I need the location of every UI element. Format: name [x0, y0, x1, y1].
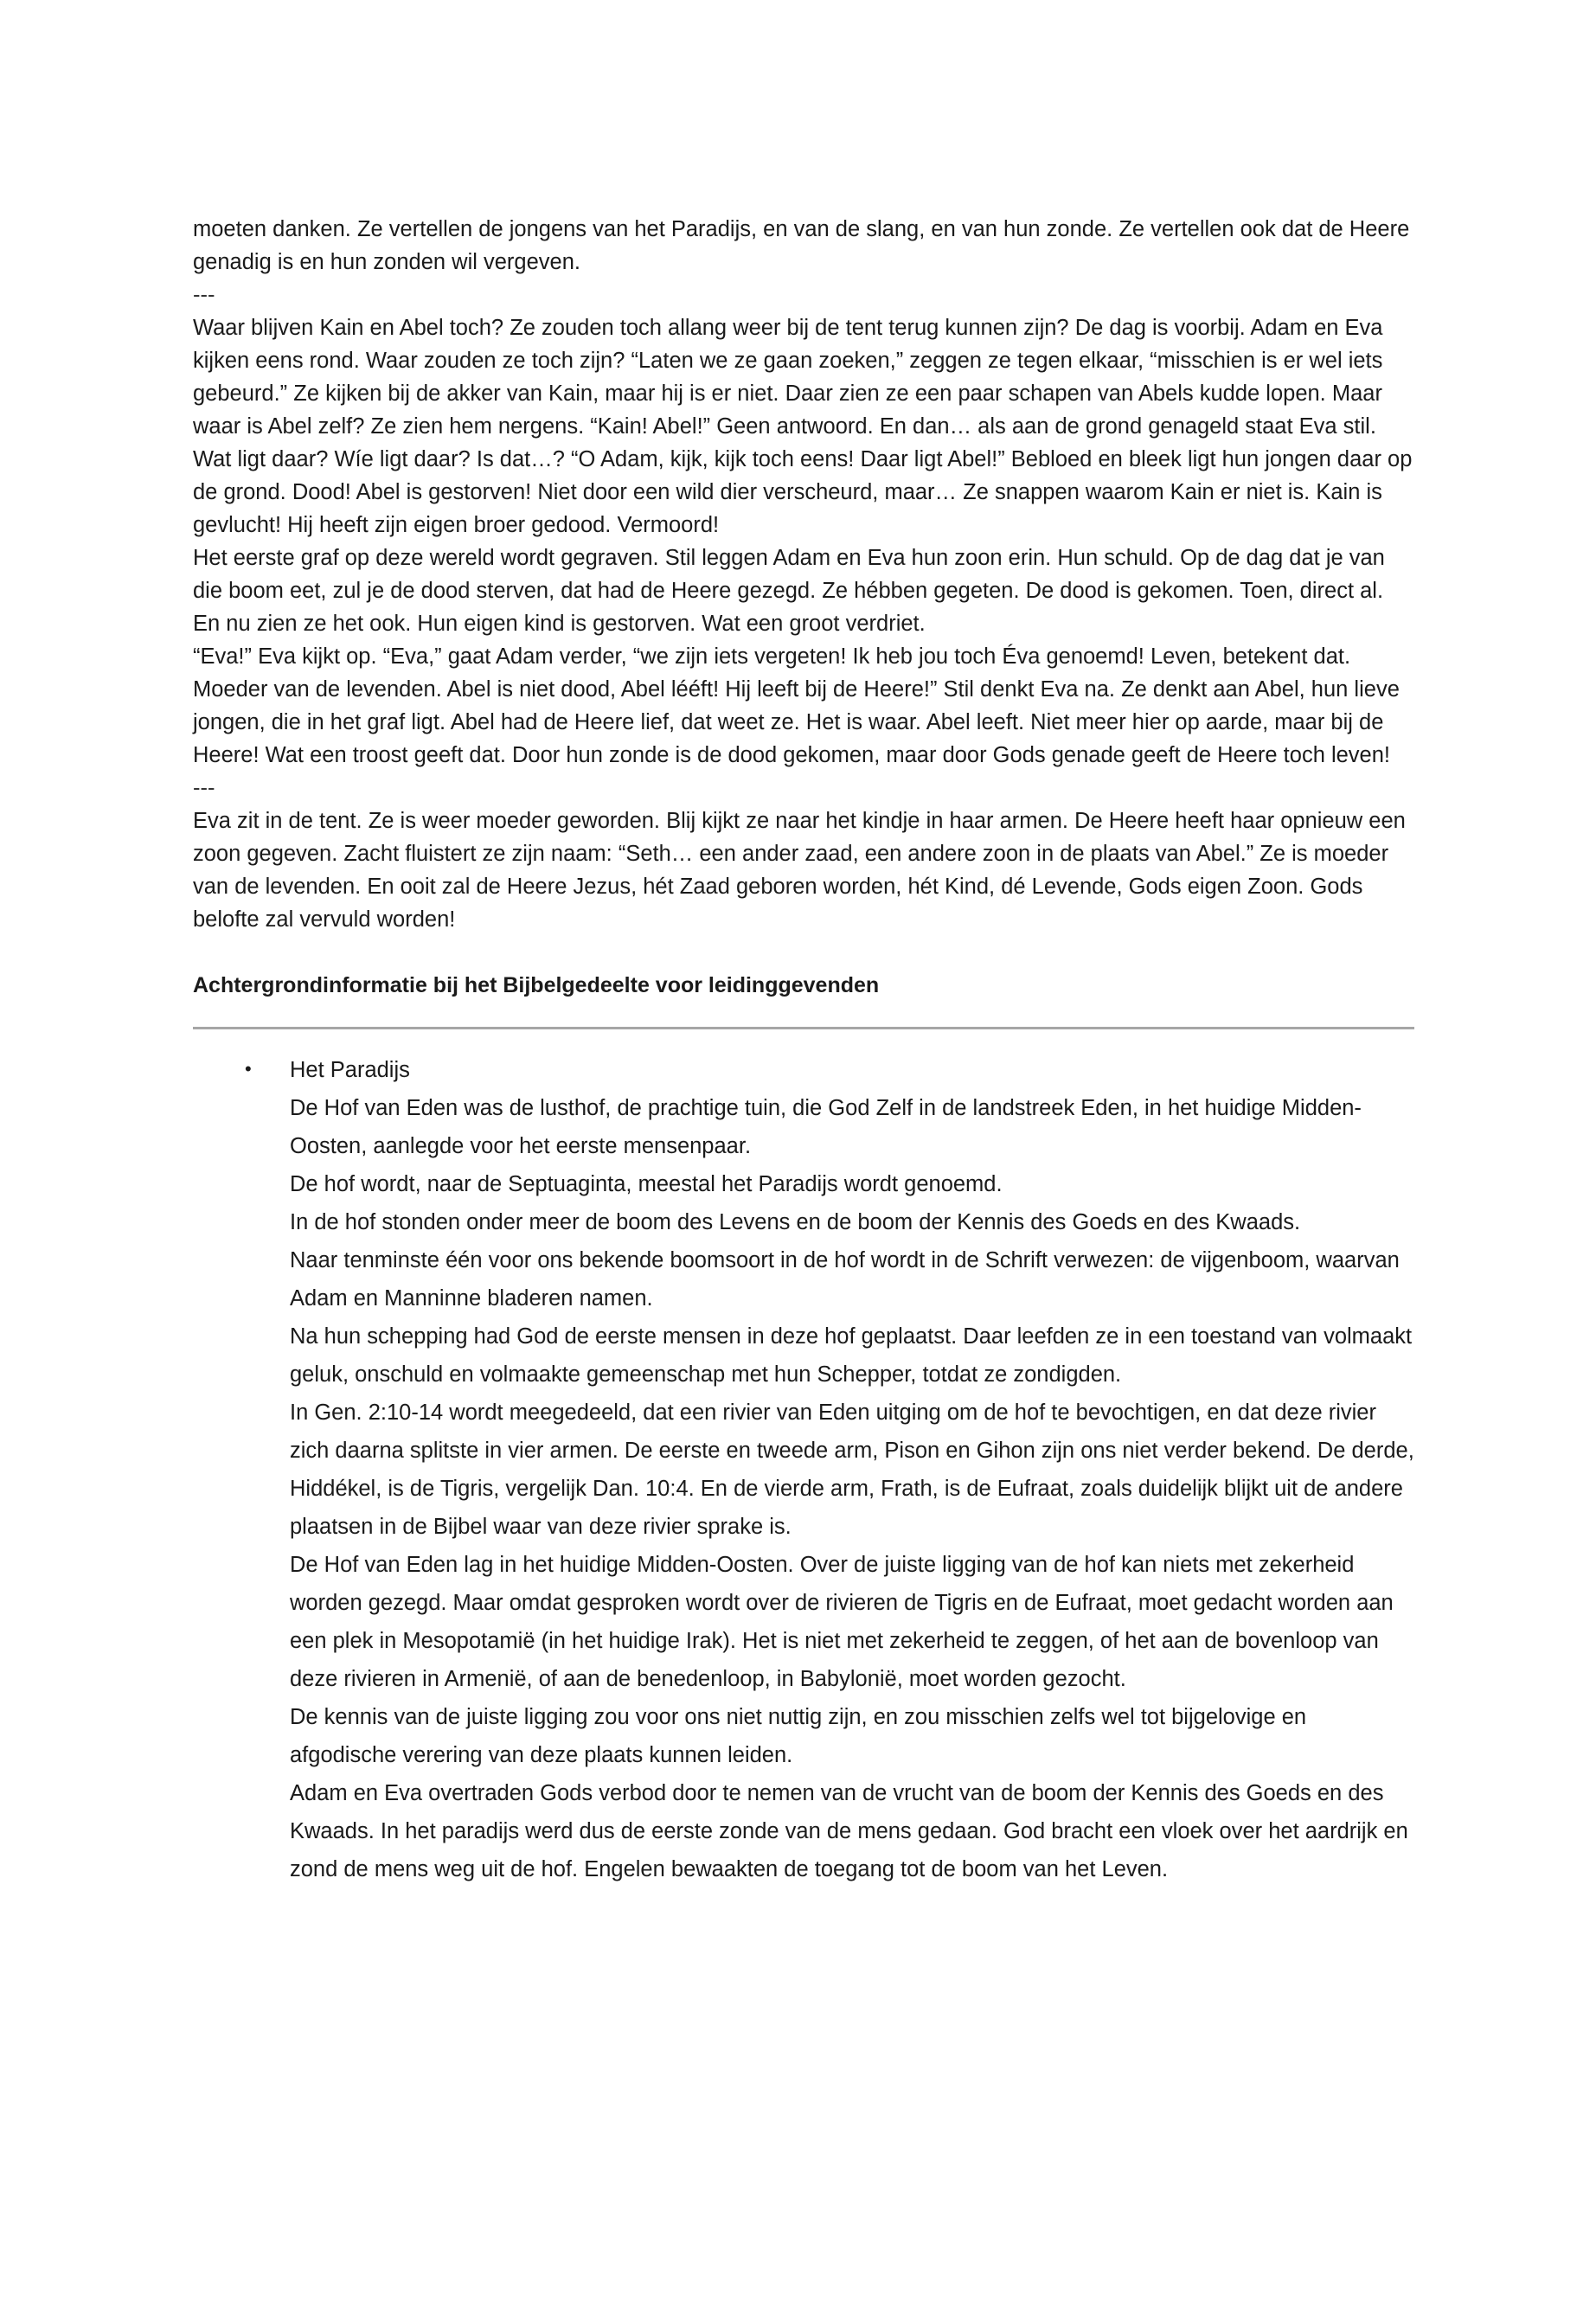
paragraph: “Eva!” Eva kijkt op. “Eva,” gaat Adam verder, “we zijn iets vergeten! Ik heb jou toch Éva genoemd! Leven, betekent dat. Moeder van de levenden. Abel is niet dood, Abel lééft! Hij leeft bij de Heere!” Stil denkt Eva na. Ze denkt aan Abel, hun lieve jongen, die in het graf ligt. Abel had de Heere lief, dat weet ze. Het is waar. Abel leeft. Niet meer hier op aarde, maar bij de Heere! Wat een troost geeft dat. Door hun zonde is de dood gekomen, maar door Gods genade geeft de Heere toch leven! [193, 644, 1400, 767]
bullet-line: Na hun schepping had God de eerste mensen in deze hof geplaatst. Daar leefden ze in een toestand van volmaakt geluk, onschuld en volmaakte gemeenschap met hun Schepper, totdat ze zondigden. [290, 1324, 1413, 1387]
paragraph: Waar blijven Kain en Abel toch? Ze zouden toch allang weer bij de tent terug kunnen zijn? De dag is voorbij. Adam en Eva kijken eens rond. Waar zouden ze toch zijn? “Laten we ze gaan zoeken,” zeggen ze tegen elkaar, “misschien is er wel iets gebeurd.” Ze kijken bij de akker van Kain, maar hij is er niet. Daar zien ze een paar schapen van Abels kudde lopen. Maar waar is Abel zelf? Ze zien hem nergens. “Kain! Abel!” Geen antwoord. En dan… als aan de grond genageld staat Eva stil. Wat ligt daar? Wíe ligt daar? Is dat…? “O Adam, kijk, kijk toch eens! Daar ligt Abel!” Bebloed en bleek ligt hun jongen daar op de grond. Dood! Abel is gestorven! Niet door een wild dier verscheurd, maar… Ze snappen waarom Kain er niet is. Kain is gevlucht! Hij heeft zijn eigen broer gedood. Vermoord! [193, 316, 1413, 537]
bullet-line: De kennis van de juiste ligging zou voor ons niet nuttig zijn, en zou misschien zelfs wel tot bijgelovige en afgodische verering van deze plaats kunnen leiden. [290, 1705, 1307, 1767]
section-separator: --- [193, 283, 215, 307]
bullet-line: Naar tenminste één voor ons bekende boomsoort in de hof wordt in de Schrift verwezen: de vijgenboom, waarvan Adam en Manninne bladeren namen. [290, 1248, 1400, 1311]
bullet-icon: • [245, 1058, 252, 1080]
story-text [193, 213, 1414, 936]
bullet-line: De Hof van Eden lag in het huidige Midden-Oosten. Over de juiste ligging van de hof kan niets met zekerheid worden gezegd. Maar omdat gesproken wordt over de rivieren de Tigris en de Eufraat, moet gedacht worden aan een plek in Mesopotamië (in het huidige Irak). Het is niet met zekerheid te zeggen, of het aan de bovenloop van deze rivieren in Armenië, of aan de benedenloop, in Babylonië, moet worden gezocht. [290, 1553, 1394, 1691]
bullet-title: Het Paradijs [290, 1058, 410, 1082]
section-separator: --- [193, 776, 215, 800]
bullet-line: De Hof van Eden was de lusthof, de prachtige tuin, die God Zelf in de landstreek Eden, in het huidige Midden-Oosten, aanlegde voor het eerste mensenpaar. [290, 1096, 1362, 1158]
section-heading: Achtergrondinformatie bij het Bijbelgedeelte voor leidinggevenden [193, 973, 880, 997]
list-item [193, 1051, 1414, 1888]
horizontal-rule [193, 1027, 1414, 1029]
paragraph: moeten danken. Ze vertellen de jongens van het Paradijs, en van de slang, en van hun zonde. Ze vertellen ook dat de Heere genadig is en hun zonden wil vergeven. [193, 217, 1410, 274]
bullet-line: De hof wordt, naar de Septuaginta, meestal het Paradijs wordt genoemd. [290, 1172, 1003, 1196]
paragraph: Eva zit in de tent. Ze is weer moeder geworden. Blij kijkt ze naar het kindje in haar armen. De Heere heeft haar opnieuw een zoon gegeven. Zacht fluistert ze zijn naam: “Seth… een ander zaad, een andere zoon in de plaats van Abel.” Ze is moeder van de levenden. En ooit zal de Heere Jezus, hét Zaad geboren worden, hét Kind, dé Levende, Gods eigen Zoon. Gods belofte zal vervuld worden! [193, 809, 1406, 932]
document-page [193, 213, 1414, 1888]
paragraph: Het eerste graf op deze wereld wordt gegraven. Stil leggen Adam en Eva hun zoon erin. Hun schuld. Op de dag dat je van die boom eet, zul je de dood sterven, dat had de Heere gezegd. Ze hébben gegeten. De dood is gekomen. Toen, direct al. En nu zien ze het ook. Hun eigen kind is gestorven. Wat een groot verdriet. [193, 546, 1385, 636]
bullet-line: In de hof stonden onder meer de boom des Levens en de boom der Kennis des Goeds en des Kwaads. [290, 1210, 1301, 1234]
bullet-line: In Gen. 2:10-14 wordt meegedeeld, dat een rivier van Eden uitging om de hof te bevochtigen, en dat deze rivier zich daarna splitste in vier armen. De eerste en tweede arm, Pison en Gihon zijn ons niet verder bekend. De derde, Hiddékel, is de Tigris, vergelijk Dan. 10:4. En de vierde arm, Frath, is de Eufraat, zoals duidelijk blijkt uit de andere plaatsen in de Bijbel waar van deze rivier sprake is. [290, 1400, 1414, 1539]
bullet-line: Adam en Eva overtraden Gods verbod door te nemen van de vrucht van de boom der Kennis des Goeds en des Kwaads. In het paradijs werd dus de eerste zonde van de mens gedaan. God bracht een vloek over het aardrijk en zond de mens weg uit de hof. Engelen bewaakten de toegang tot de boom van het Leven. [290, 1781, 1408, 1881]
bullet-list [193, 1051, 1414, 1888]
